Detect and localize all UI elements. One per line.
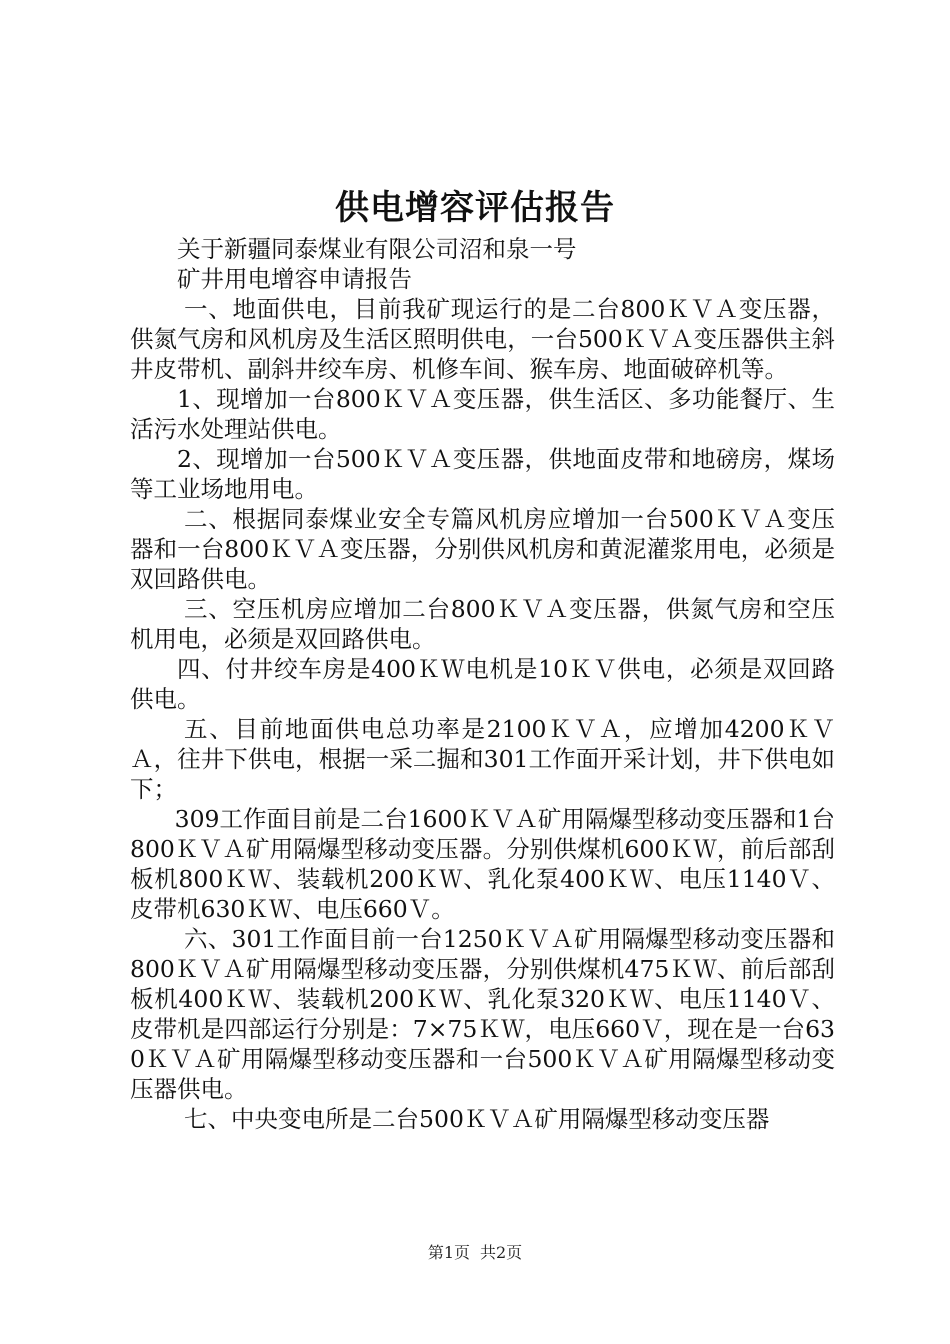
paragraph-intro-line-2: 矿井用电增容申请报告 xyxy=(177,265,412,293)
paragraph-section-1: 一、地面供电，目前我矿现运行的是二台800ＫＶＡ变压器，供氮气房和风机房及生活区照明供电，一台500ＫＶＡ变压器供主斜井皮带机、副斜井绞车房、机修车间、猴车房、地面破碎机等。 xyxy=(130,295,835,383)
paragraph-item-2: 2、现增加一台500ＫＶＡ变压器，供地面皮带和地磅房，煤场等工业场地用电。 xyxy=(130,445,835,503)
paragraph-item-1: 1、现增加一台800ＫＶＡ变压器，供生活区、多功能餐厅、生活污水处理站供电。 xyxy=(130,385,835,443)
paragraph-section-2: 二、根据同泰煤业安全专篇风机房应增加一台500ＫＶＡ变压器和一台800ＫＶＡ变压器，分别供风机房和黄泥灌浆用电，必须是双回路供电。 xyxy=(130,505,835,593)
paragraph-workface-309: 309工作面目前是二台1600ＫＶＡ矿用隔爆型移动变压器和1台800ＫＶＡ矿用隔爆型移动变压器。分别供煤机600ＫＷ，前后部刮板机800ＫＷ、装载机200ＫＷ、乳化泵400ＫＷ、电压1140Ｖ、皮带机630ＫＷ、电压660Ｖ。 xyxy=(130,805,835,923)
document-title: 供电增容评估报告 xyxy=(335,188,615,228)
page-number: 第1页 xyxy=(427,1243,470,1262)
page-footer xyxy=(0,1242,950,1264)
paragraph-section-5: 五、目前地面供电总功率是2100ＫＶＡ，应增加4200ＫＶＡ，往井下供电，根据一采二掘和301工作面开采计划，井下供电如下； xyxy=(130,715,835,803)
paragraph-section-7: 七、中央变电所是二台500ＫＶＡ矿用隔爆型移动变压器 xyxy=(184,1105,770,1133)
paragraph-section-4: 四、付井绞车房是400ＫＷ电机是10ＫＶ供电，必须是双回路供电。 xyxy=(130,655,835,713)
paragraph-section-6: 六、301工作面目前一台1250ＫＶＡ矿用隔爆型移动变压器和800ＫＶＡ矿用隔爆型移动变压器，分别供煤机475ＫＷ、前后部刮板机400ＫＷ、装载机200ＫＷ、乳化泵320ＫＷ、电压1140Ｖ、皮带机是四部运行分别是：7×75ＫＷ，电压660Ｖ，现在是一台630ＫＶＡ矿用隔爆型移动变压器和一台500ＫＶＡ矿用隔爆型移动变压器供电。 xyxy=(130,925,835,1103)
document-body xyxy=(130,234,835,1134)
paragraph-intro-line-1: 关于新疆同泰煤业有限公司沼和泉一号 xyxy=(177,235,577,263)
page-total: 共2页 xyxy=(480,1243,523,1262)
paragraph-section-3: 三、空压机房应增加二台800ＫＶＡ变压器，供氮气房和空压机用电，必须是双回路供电。 xyxy=(130,595,835,653)
